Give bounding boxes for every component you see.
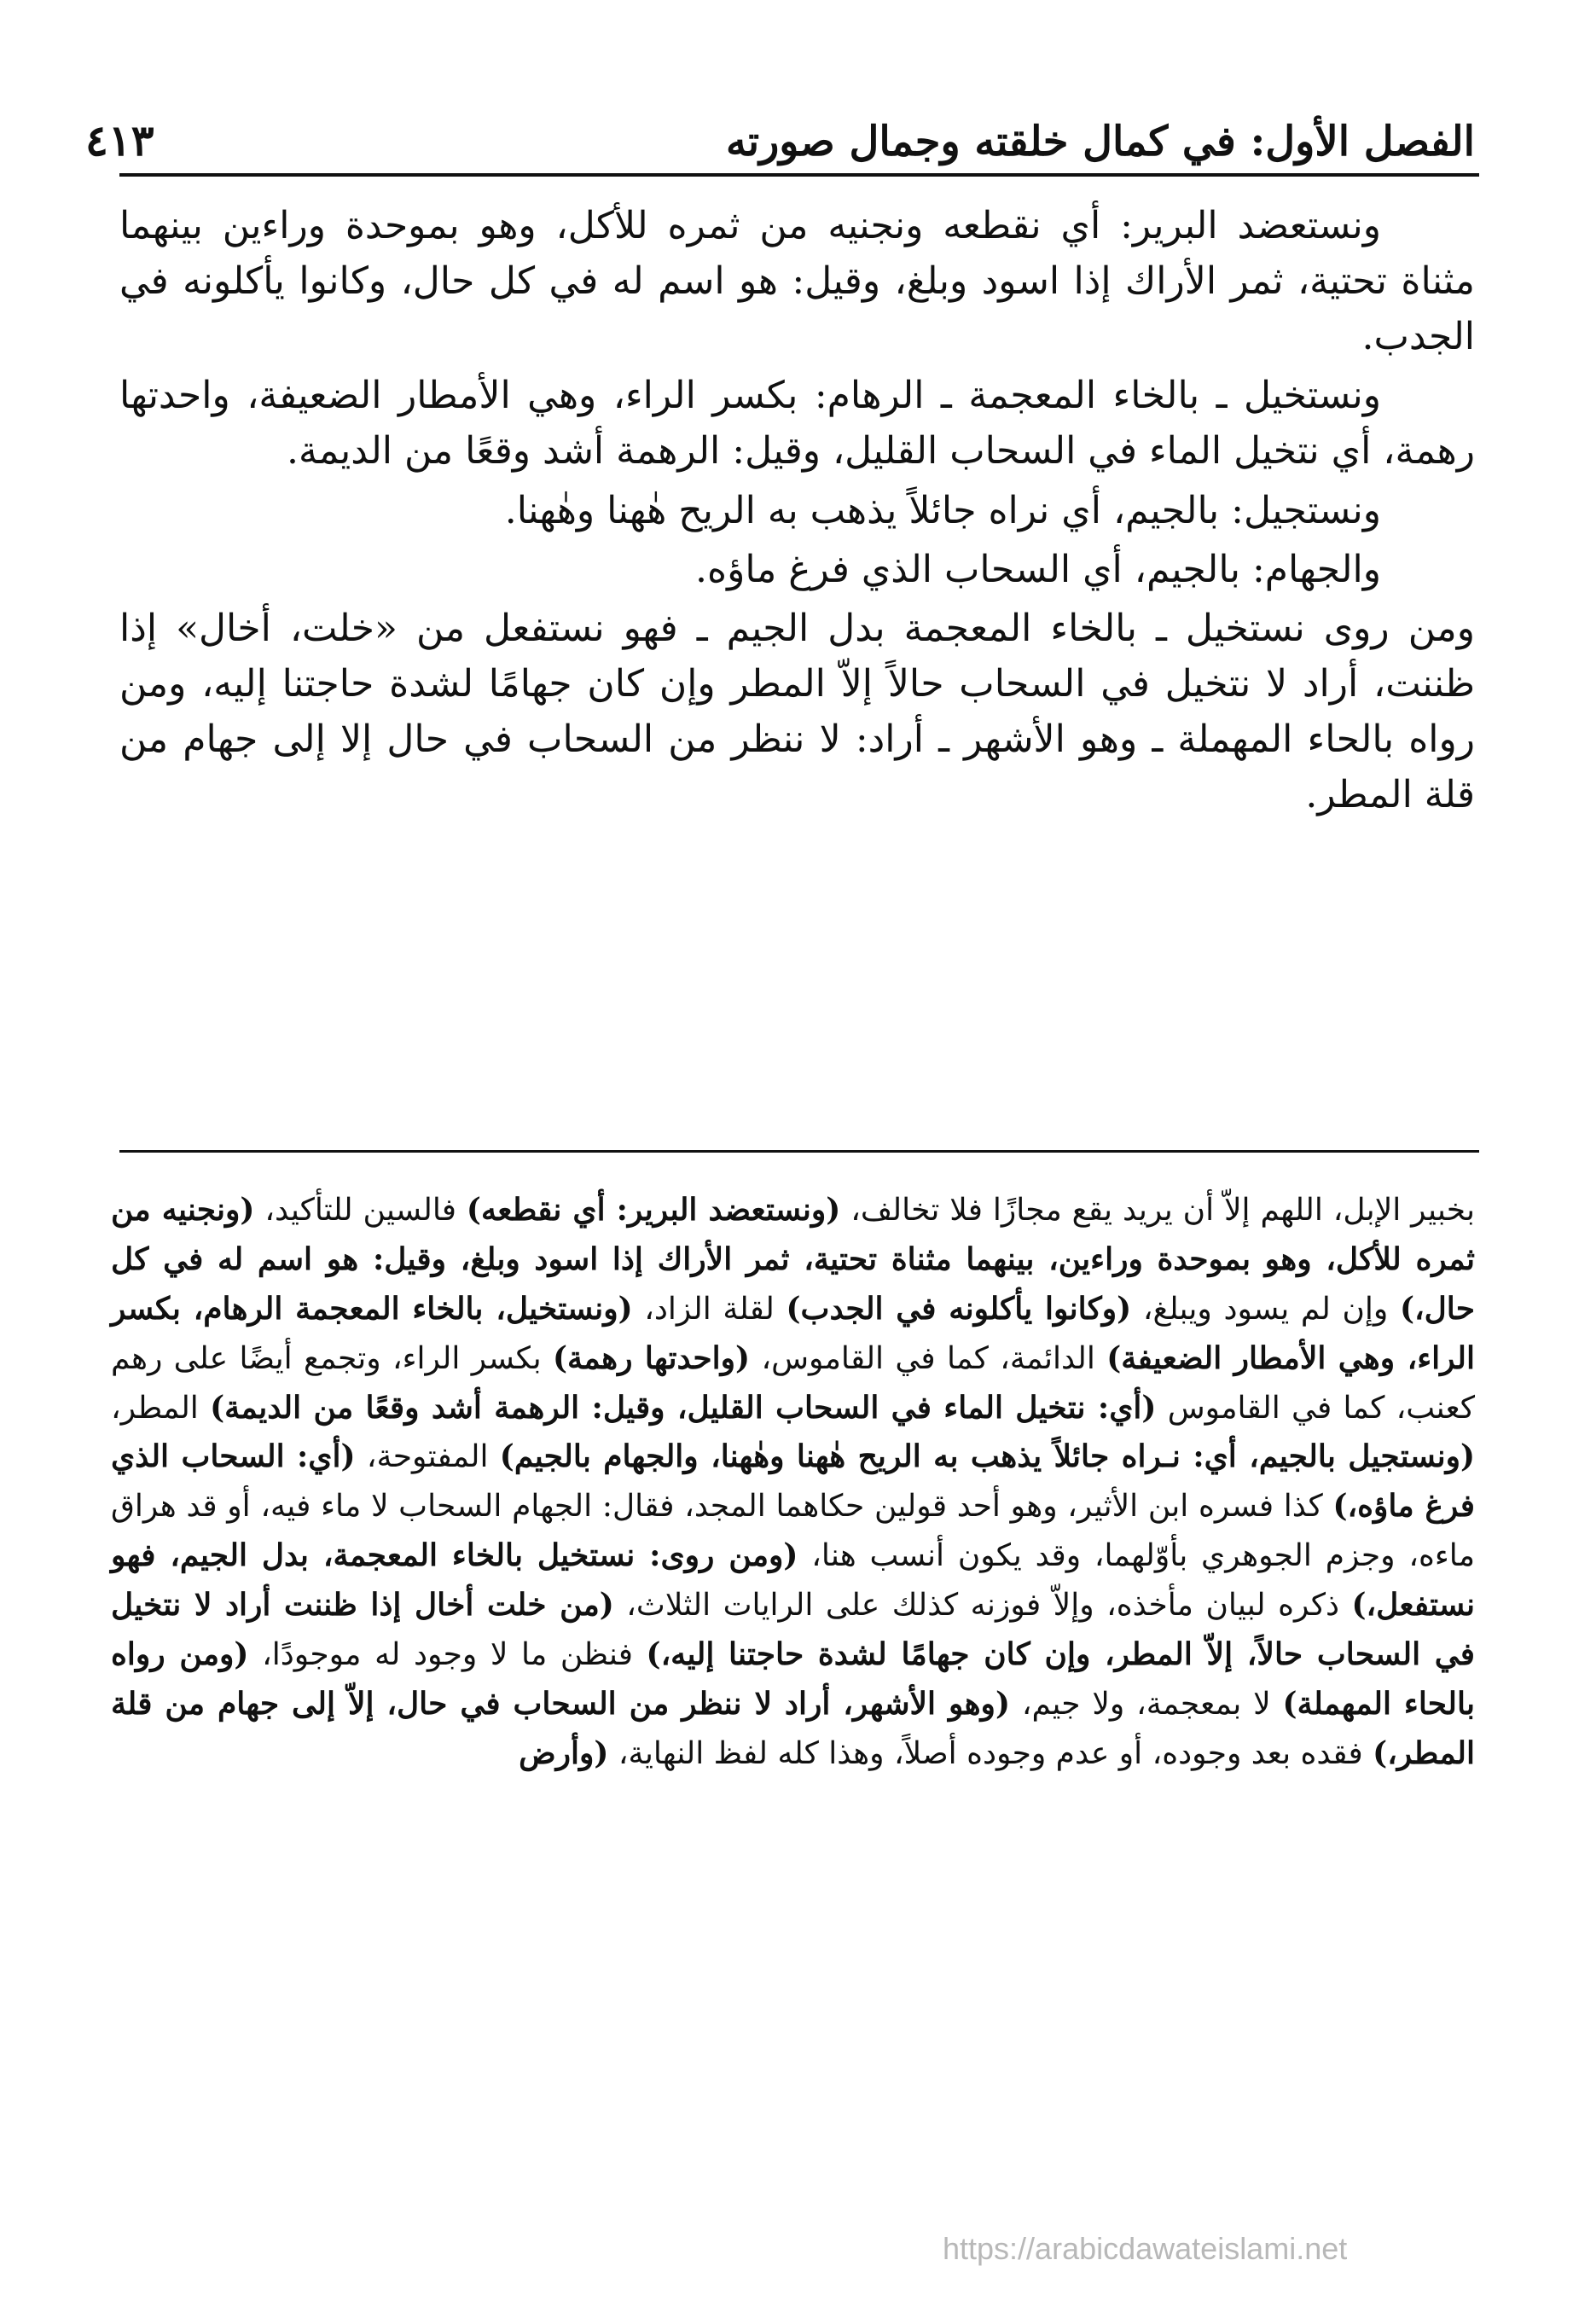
- footnote-commentary-text: لا بمعجمة، ولا جيم،: [1009, 1686, 1283, 1722]
- footnote-commentary-text: وإن لم يسود ويبلغ،: [1131, 1291, 1400, 1327]
- footnote-divider: [119, 1150, 1479, 1153]
- footnote-commentary-text: بخبير الإبل، اللهم إلاّ أن يريد يقع مجازًا فلا تخالف،: [840, 1193, 1475, 1228]
- footnote-quoted-text: (ونجنيه من ثمره للأكل، وهو بموحدة وراءين، بينهما مثناة تحتية، ثمر الأراك إذا اسود وبلغ، وقيل: هو اسم له في كل حال،): [111, 1192, 1476, 1327]
- footnote-commentary-text: فالسين للتأكيد،: [254, 1193, 467, 1228]
- footnote-commentary-text: فقده بعد وجوده، أو عدم وجوده أصلاً، وهذا كله لفظ النهاية،: [608, 1735, 1373, 1771]
- footnote-commentary-text: فنظن ما لا وجود له موجودًا،: [248, 1636, 647, 1672]
- footnote-commentary: [111, 1186, 1475, 1779]
- main-paragraph: ونستجيل: بالجيم، أي نراه جائلاً يذهب به الريح هٰهنا وهٰهنا.: [504, 488, 1381, 532]
- footnote-commentary-text: بكسر الراء، وتجمع أيضًا على رهم كعنب، كما في القاموس: [111, 1340, 1475, 1426]
- footnote-commentary-text: المطر،: [111, 1390, 211, 1426]
- footnote-quoted-text: (ونستخيل، بالخاء المعجمة الرهام، بكسر الراء، وهي الأمطار الضعيفة): [111, 1290, 1475, 1376]
- main-paragraph: ومن روى نستخيل ـ بالخاء المعجمة بدل الجيم ـ فهو نستفعل من «خلت، أخال» إذا ظننت، أراد لا نتخيل في السحاب حالاً إلاّ المطر وإن كان جهامًا لشدة حاجتنا إليه، ومن رواه بالحاء المهملة ـ وهو الأشهر ـ أراد: لا ننظر من السحاب في حال إلا إلى جهام من قلة المطر.: [119, 606, 1475, 817]
- footnote-quoted-text: (ونستعضد البرير: أي نقطعه): [466, 1192, 841, 1228]
- main-paragraph: ونستعضد البرير: أي نقطعه ونجنيه من ثمره للأكل، وهو بموحدة وراءين بينهما مثناة تحتية، ثمر الأراك إذا اسود وبلغ، وقيل: هو اسم له في كل حال، وكانوا يأكلونه في الجدب.: [119, 204, 1475, 359]
- footnote-quoted-text: (واحدتها رهمة): [552, 1339, 751, 1376]
- footnote-paragraph: [111, 1186, 1475, 1779]
- footnote-quoted-text: (وكانوا يأكلونه في الجدب): [786, 1290, 1132, 1327]
- main-text: [119, 198, 1475, 826]
- footnote-commentary-text: المفتوحة،: [355, 1439, 500, 1475]
- footnote-commentary-text: الدائمة، كما في القاموس،: [750, 1340, 1107, 1376]
- footnote-quoted-text: (أي: السحاب الذي فرغ ماؤه،): [111, 1438, 1475, 1525]
- page-header: [85, 77, 1475, 166]
- footnote-quoted-text: (ومن روى: نستخيل بالخاء المعجمة، بدل الجيم، فهو نستفعل،): [111, 1537, 1475, 1623]
- footnote-commentary-text: ذكره لبيان مأخذه، وإلاّ فوزنه كذلك على الرايات الثلاث،: [613, 1588, 1352, 1623]
- page-number: ٤١٣: [85, 115, 154, 166]
- footnote-quoted-text: (أي: نتخيل الماء في السحاب القليل، وقيل: الرهمة أشد وقعًا من الديمة): [210, 1389, 1157, 1426]
- footnote-commentary-text: لقلة الزاد،: [632, 1291, 786, 1327]
- footnote-quoted-text: (وأرض: [519, 1734, 609, 1771]
- footnote-quoted-text: (ونستجيل بالجيم، أي: نـراه جائلاً يذهب به الريح هٰهنا وهٰهنا، والجهام بالجيم): [499, 1438, 1476, 1475]
- main-paragraph: والجهام: بالجيم، أي السحاب الذي فرغ ماؤه.: [695, 547, 1381, 591]
- footnote-commentary-text: كذا فسره ابن الأثير، وهو أحد قولين حكاهما المجد، فقال: الجهام السحاب لا ماء فيه، أو قد هراق ماءه، وجزم الجوهري بأوّلهما، وقد يكون أنسب هنا،: [111, 1489, 1475, 1574]
- footnote-quoted-text: (ومن رواه بالحاء المهملة): [111, 1636, 1475, 1722]
- chapter-title: الفصل الأول: في كمال خلقته وجمال صورته: [725, 118, 1475, 166]
- header-rule: [119, 173, 1479, 177]
- footnote-quoted-text: (من خلت أخال إذا ظننت أراد لا نتخيل في السحاب حالاً، إلاّ المطر، وإن كان جهامًا لشدة حاجتنا إليه،): [111, 1587, 1475, 1672]
- watermark-url: https://arabicdawateislami.net: [943, 2231, 1348, 2266]
- main-paragraph: ونستخيل ـ بالخاء المعجمة ـ الرهام: بكسر الراء، وهي الأمطار الضعيفة، واحدتها رهمة، أي نتخيل الماء في السحاب القليل، وقيل: الرهمة أشد وقعًا من الديمة.: [119, 374, 1475, 474]
- footnote-quoted-text: (وهو الأشهر، أراد لا ننظر من السحاب في حال، إلاّ إلى جهام من قلة المطر،): [111, 1685, 1475, 1771]
